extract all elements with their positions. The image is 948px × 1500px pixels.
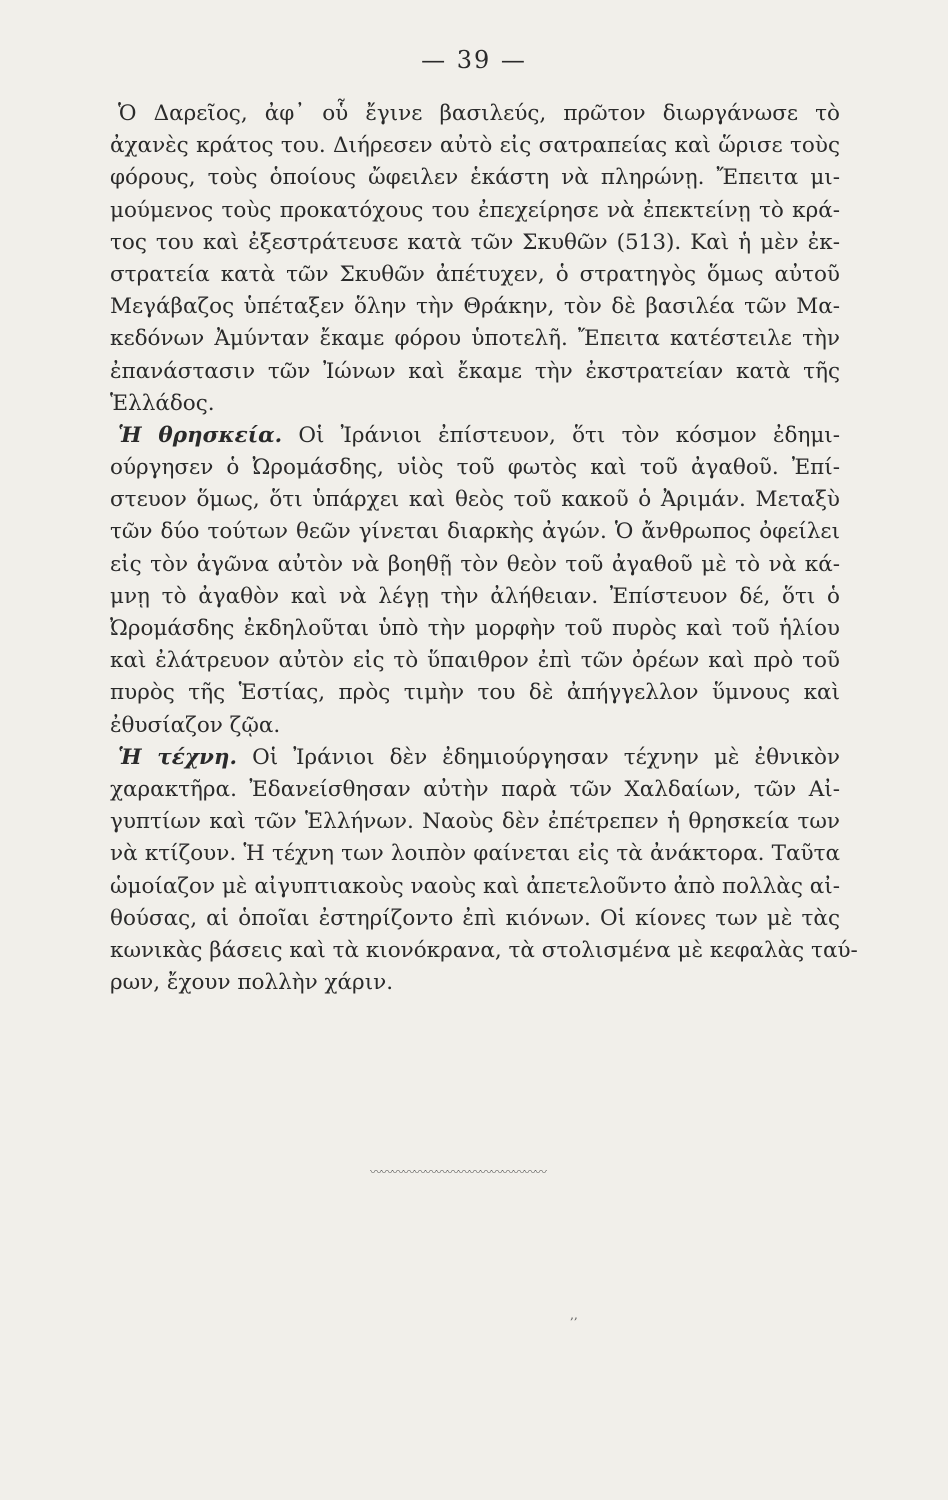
text-line: ρων, ἔχουν πολλὴν χάριν.	[110, 970, 394, 996]
text-line: χαρακτῆρα. Ἐδανείσθησαν αὐτὴν παρὰ τῶν Χαλδαίων, τῶν Αἰ-	[110, 776, 840, 802]
text-line: Ὁ Δαρεῖος, ἀφ᾽ οὗ ἔγινε βασιλεύς, πρῶτον διωργάνωσε τὸ	[118, 101, 840, 126]
text-line	[110, 420, 840, 452]
ink-speck: ‚‚	[570, 1308, 578, 1322]
text-line-rest: Οἱ Ἰράνιοι ἐπίστευον, ὅτι τὸν κόσμον ἐδημι-	[282, 422, 840, 448]
text-line: καὶ ἐλάτρευον αὐτὸν εἰς τὸ ὕπαιθρον ἐπὶ τῶν ὀρέων καὶ πρὸ τοῦ	[110, 648, 840, 674]
text-line: πυρὸς τῆς Ἑστίας, πρὸς τιμὴν του δὲ ἀπήγγελλον ὕμνους καὶ	[110, 680, 840, 706]
text-line: Μεγάβαζος ὑπέταξεν ὅλην τὴν Θράκην, τὸν δὲ βασιλέα τῶν Μα-	[110, 294, 840, 320]
text-line: τῶν δύο τούτων θεῶν γίνεται διαρκὴς ἀγών. Ὁ ἄνθρωπος ὀφείλει	[110, 519, 840, 545]
text-block	[110, 98, 858, 999]
text-line-rest: Οἱ Ἰράνιοι δὲν ἐδημιούργησαν τέχνην μὲ ἐθνικὸν	[237, 744, 840, 770]
text-line: ούργησεν ὁ Ὠρομάσδης, υἱὸς τοῦ φωτὸς καὶ τοῦ ἀγαθοῦ. Ἐπί-	[110, 455, 840, 481]
text-line: γυπτίων καὶ τῶν Ἑλλήνων. Ναοὺς δὲν ἐπέτρεπεν ἡ θρησκεία των	[110, 809, 840, 835]
paragraph-darius	[110, 98, 840, 420]
text-line: Ἑλλάδος.	[110, 390, 215, 416]
text-line: κεδόνων Ἀμύνταν ἔκαμε φόρου ὑποτελῆ. Ἔπειτα κατέστειλε τὴν	[110, 326, 840, 352]
page-number: — 39 —	[421, 46, 527, 74]
text-line: νὰ κτίζουν. Ἡ τέχνη των λοιπὸν φαίνεται εἰς τὰ ἀνάκτορα. Ταῦτα	[110, 841, 840, 867]
wavy-ornament: 〰〰〰〰〰〰〰〰〰〰〰〰〰〰〰〰	[370, 1165, 547, 1179]
text-line: κωνικὰς βάσεις καὶ τὰ κιονόκρανα, τὰ στολισμένα μὲ κεφαλὰς ταύ-	[110, 937, 858, 963]
text-line: στρατεία κατὰ τῶν Σκυθῶν ἀπέτυχεν, ὁ στρατηγὸς ὅμως αὐτοῦ	[110, 261, 840, 287]
text-line: φόρους, τοὺς ὁποίους ὤφειλεν ἑκάστη νὰ πληρώνῃ. Ἔπειτα μι-	[110, 165, 840, 191]
text-line: εἰς τὸν ἀγῶνα αὐτὸν νὰ βοηθῇ τὸν θεὸν τοῦ ἀγαθοῦ μὲ τὸ νὰ κά-	[110, 551, 840, 577]
text-line: τος του καὶ ἐξεστράτευσε κατὰ τῶν Σκυθῶν (513). Καὶ ἡ μὲν ἐκ-	[110, 229, 840, 255]
text-line	[110, 742, 840, 774]
text-line: μνῃ τὸ ἀγαθὸν καὶ νὰ λέγῃ τὴν ἀλήθειαν. Ἐπίστευον δέ, ὅτι ὁ	[110, 583, 840, 609]
text-line: ὡμοίαζον μὲ αἰγυπτιακοὺς ναοὺς καὶ ἀπετελοῦντο ἀπὸ πολλὰς αἰ-	[110, 873, 840, 899]
text-line: στευον ὅμως, ὅτι ὑπάρχει καὶ θεὸς τοῦ κακοῦ ὁ Ἀριμάν. Μεταξὺ	[110, 487, 840, 513]
text-line: ἐπανάστασιν τῶν Ἰώνων καὶ ἔκαμε τὴν ἐκστρατείαν κατὰ τῆς	[110, 358, 840, 384]
paragraph-religion	[110, 420, 840, 742]
section-heading-religion: Ἡ θρησκεία.	[118, 422, 283, 448]
text-line: θούσας, αἱ ὁποῖαι ἐστηρίζοντο ἐπὶ κιόνων. Οἱ κίονες των μὲ τὰς	[110, 905, 840, 931]
paragraph-art	[110, 742, 858, 1000]
text-line: ἀχανὲς κράτος του. Διήρεσεν αὐτὸ εἰς σατραπείας καὶ ὥρισε τοὺς	[110, 133, 840, 159]
text-line: ἐθυσίαζον ζῷα.	[110, 712, 281, 738]
text-line: Ὠρομάσδης ἐκδηλοῦται ὑπὸ τὴν μορφὴν τοῦ πυρὸς καὶ τοῦ ἡλίου	[110, 616, 840, 641]
text-line: μούμενος τοὺς προκατόχους του ἐπεχείρησε νὰ ἐπεκτείνῃ τὸ κρά-	[110, 197, 840, 223]
section-heading-art: Ἡ τέχνη.	[118, 744, 237, 770]
